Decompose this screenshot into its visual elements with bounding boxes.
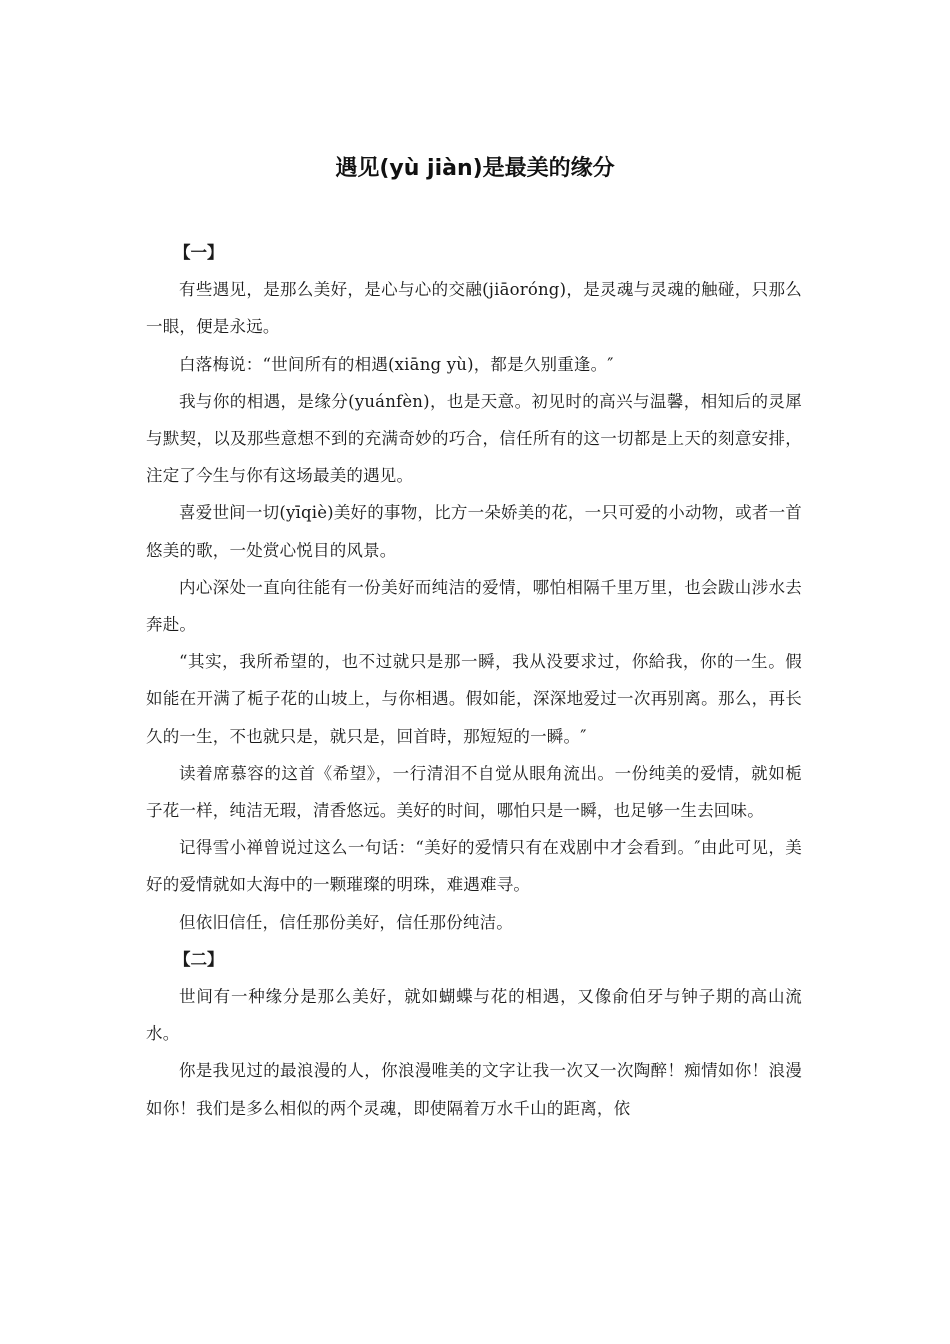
paragraph: 白落梅说：“世间所有的相遇(xiāng yù)，都是久别重逢。″ <box>179 354 614 374</box>
paragraph: 有些遇见，是那么美好，是心与心的交融(jiāoróng)，是灵魂与灵魂的触碰，只那么一眼，便是永远。 <box>146 280 802 337</box>
paragraph: 内心深处一直向往能有一份美好而纯洁的爱情，哪怕相隔千里万里，也会跋山涉水去奔赴。 <box>146 577 802 635</box>
paragraph: 记得雪小禅曾说过这么一句话：“美好的爱情只有在戏剧中才会看到。″由此可见，美好的爱情就如大海中的一颗璀璨的明珠，难遇难寻。 <box>146 838 802 895</box>
paragraph: 读着席慕容的这首《希望》，一行清泪不自觉从眼角流出。一份纯美的爱情，就如栀子花一样，纯洁无瑕，清香悠远。美好的时间，哪怕只是一瞬，也足够一生去回味。 <box>146 763 802 821</box>
paragraph: 我与你的相遇，是缘分(yuánfèn)，也是天意。初见时的高兴与温馨，相知后的灵犀与默契，以及那些意想不到的充满奇妙的巧合，信任所有的这一切都是上天的刻意安排，注定了今生与你有这场最美的遇见。 <box>146 391 802 486</box>
quote-paragraph: “其实，我所希望的，也不过就只是那一瞬，我从没要求过，你給我，你的一生。假如能在开满了栀子花的山坡上，与你相遇。假如能，深深地爱过一次再别离。那么，再长久的一生，不也就只是，就只是，回首時，那短短的一瞬。″ <box>146 652 802 746</box>
document-body <box>146 234 802 1127</box>
paragraph: 但依旧信任，信任那份美好，信任那份纯洁。 <box>179 912 513 932</box>
section-heading-2: 【二】 <box>174 949 224 969</box>
section-heading-1: 【一】 <box>174 243 224 262</box>
paragraph: 世间有一种缘分是那么美好，就如蝴蝶与花的相遇，又像俞伯牙与钟子期的高山流水。 <box>146 987 802 1044</box>
paragraph: 你是我见过的最浪漫的人，你浪漫唯美的文字让我一次又一次陶醉！痴情如你！浪漫如你！我们是多么相似的两个灵魂，即使隔着万水千山的距离，依 <box>146 1061 802 1118</box>
paragraph: 喜爱世间一切(yīqiè)美好的事物，比方一朵娇美的花，一只可爱的小动物，或者一首悠美的歌，一处赏心悦目的风景。 <box>146 503 802 560</box>
document-title: 遇见(yù jiàn)是最美的缘分 <box>335 156 615 181</box>
